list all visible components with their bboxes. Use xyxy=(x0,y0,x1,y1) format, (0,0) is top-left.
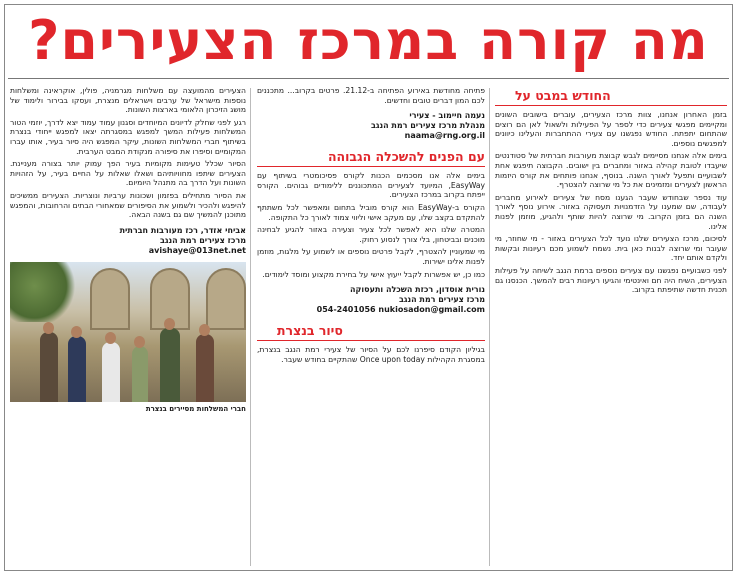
article-paragraph: בימים אלה אנחנו מסיימים לגבש קבוצת מעורבות חברתית של סטודנטים שיעבדו לטובת קהילה באזור ומחברים בין ישובים. הקבוצה תיפגש אחת לשבועיים ותפעל לאורך השנה. בנוסף, אנחנו פותחים את קורס היזמות הראשון לצעירים ומזמינים את כל מי שרוצה להצטרף. xyxy=(495,151,727,190)
middle-column xyxy=(257,86,485,567)
article-paragraph: בגיליון הקודם סיפרנו לכם על הסיור של צעירי רמת הנגב בנצרת, במסגרת הקהילות Once upon today שהתקיים בחודש שעבר. xyxy=(257,345,485,364)
article-paragraph: בזמן האחרון אנחנו, צוות מרכז הצעירים, עוברים בישובים השונים ומקיימים מפגשי צעירים כדי לספר על הפעילות ולשאול לאן הם רוצים שהתחום יתפתח. החודש נפגשנו עם צעירי ההתחברות והעלינו כיוונים למפגשים נוספים. xyxy=(495,110,727,148)
article-paragraph: רגע לפני שחלק לדיונים המיוחדים וסגנון עמוד עמוד יצא לדרך, יוזמי הטור המשלחות פעילות המשך למפגש במסגרתה יצאו למפגש ייחודי בנצרת בשיתוף חברי המשלחות השונות, עיקר המפגש היה סיור בעיר, אותו עברו המקומיים וסיפרו את סיפורה מנקודת המבט הערבית. xyxy=(10,117,246,156)
page-headline: מה קורה במרכז הצעירים? xyxy=(28,9,709,72)
column-divider xyxy=(489,88,490,566)
photo-person-head xyxy=(105,332,116,344)
photo-person xyxy=(68,336,86,402)
photo-person-head xyxy=(164,318,175,330)
photo-person-head xyxy=(71,326,82,338)
signature-name: נעמה חיימוב - צעירי xyxy=(409,111,485,121)
article-paragraph: הסיור שכלל טעימות מקומיות בעיר הפך עמוק יותר בצורה מעניינת. הצעירים שיתפו מחוויותיהם ושאלו שאלות על החיים בעיר, על הזהויות השונות ועל הדרך בה מתנהל היומיום. xyxy=(10,159,246,188)
article-paragraph: כמו כן, יש אפשרות לקבל ייעוץ אישי על בחירת מקצוע ומוסד לימודים. xyxy=(262,269,485,279)
photo-arch xyxy=(90,268,130,330)
section-heading-nazareth-tour: סיור בנצרת xyxy=(257,323,485,341)
section-heading-higher-education: עם הפנים להשכלה הגבוהה xyxy=(257,149,485,167)
signature-email[interactable]: avishaye@013net.net xyxy=(148,245,246,255)
nazareth-tour-photo xyxy=(10,262,246,402)
column-divider xyxy=(250,88,251,566)
headline-divider xyxy=(8,78,729,79)
signature-role: מרכז צעירים רמת הנגב xyxy=(399,295,485,305)
signature-role: מנהלת מרכז צעירים רמת הנגב xyxy=(371,121,485,131)
signature-contact[interactable]: 054-2401056 nukiosadon@gmail.com xyxy=(316,305,485,315)
photo-person-head xyxy=(199,324,210,336)
signature-block xyxy=(257,285,485,315)
signature-email[interactable]: naama@rng.org.il xyxy=(404,131,485,141)
signature-name: אביחי אזדר, רכז מעורבות חברתית xyxy=(119,225,246,235)
left-column xyxy=(10,86,246,567)
article-paragraph: את הסיור מתחילים בפזמון ושכונות ערביות ונוצריות. הצעירים ממשיכים להיפגש ולהכיר ולשמוע את הסיפורים שמאחורי הבתים והרחובות, והמפגש מתוכנן להמשיך שם גם בשנה הבאה. xyxy=(10,190,246,220)
article-paragraph: עוד נספר שבחודש שעבר הגענו מסח של צעירים לאירוע מחברים לעבודה, שם שמענו על הזדמנויות תעסוקה באזור. אירוע נוסף לאורך השנה הם בזמן הקרוב. מי שרוצה להיות שותף ולהגיע, מוזמן לפנות אלינו. xyxy=(495,192,727,231)
intro-paragraph: פתיחה מחודשת באירוע הפתיחה ב-21.12. פרטים בקרוב... מתכננים לכם המון דברים טובים וחדשים. xyxy=(257,86,485,105)
article-paragraph: הצעירים מהמועצה עם משלחות מגרמניה, פולין, אוקראינה ומשלחות נוספות מישראל של ערבים וישראלים מנצרת, ועסקו בבירור ולימוד של מושג הזיכרון הלאומי בארצות השונות. xyxy=(10,86,246,115)
signature-name: נורית אוסדון, רכזת השכלה ותעסוקה xyxy=(350,285,485,295)
right-column xyxy=(495,86,727,567)
photo-person-head xyxy=(43,322,54,334)
photo-person-head xyxy=(134,336,145,348)
photo-person xyxy=(102,342,120,402)
article-paragraph: לסיכום, מרכז הצעירים שלנו נועד לכל הצעירים באזור - מי שחוזר, מי שעובר ומי שרוצה לבנות כאן בית. נשמח לשמוע מכם רעיונות ובקשות ולקדם אותם יחד. xyxy=(495,234,727,263)
photo-tree xyxy=(10,262,80,322)
photo-caption: חברי המשלחות מסיירים בנצרת xyxy=(145,404,246,413)
photo-arch xyxy=(206,268,246,330)
section-heading-month-overview: החודש במבט על xyxy=(495,88,727,106)
photo-person xyxy=(40,332,58,402)
photo-person xyxy=(160,328,180,402)
article-paragraph: בימים אלה אנו מסכמים הכנות לקורס פסיכומטרי בשיתוף עם EasyWay, המיועד לצעירים המתכוננים ללימודים גבוהים. הקורס ייפתח בקרוב במרכז הצעירים. xyxy=(257,171,485,200)
photo-person xyxy=(196,334,214,402)
article-paragraph: מי שמעוניין להצטרף, לקבל פרטים נוספים או לשמוע על מלגות, מוזמן לפנות אלינו ישירות. xyxy=(257,247,485,266)
article-paragraph: לפני כשבועיים נפגשנו עם צעירים נוספים ברמת הנגב לשיחה על פעילות הצעירים, השיח היה חם ואינטימי והגיעו רעיונות רבים להמשך. הכנסנו גם תכנית חדשה שתיפתח בקרוב. xyxy=(495,265,727,295)
signature-role: מרכז צעירים רמת הנגב xyxy=(160,235,246,245)
signature-block xyxy=(257,111,485,141)
article-paragraph: המטרה שלנו היא לאפשר לכל צעיר וצעירה באזור להגיע לבחינה מוכנים ובביטחון, בלי צורך לנסוע רחוק. xyxy=(257,225,485,244)
photo-person xyxy=(132,346,148,402)
article-paragraph: הקורס ב-EasyWay הוא קורס מוביל בתחום ומאפשר לכל משתתף להתקדם בקצב שלו, עם מעקב אישי וליווי צמוד לאורך כל התקופה. xyxy=(257,202,485,222)
signature-block xyxy=(10,226,246,256)
